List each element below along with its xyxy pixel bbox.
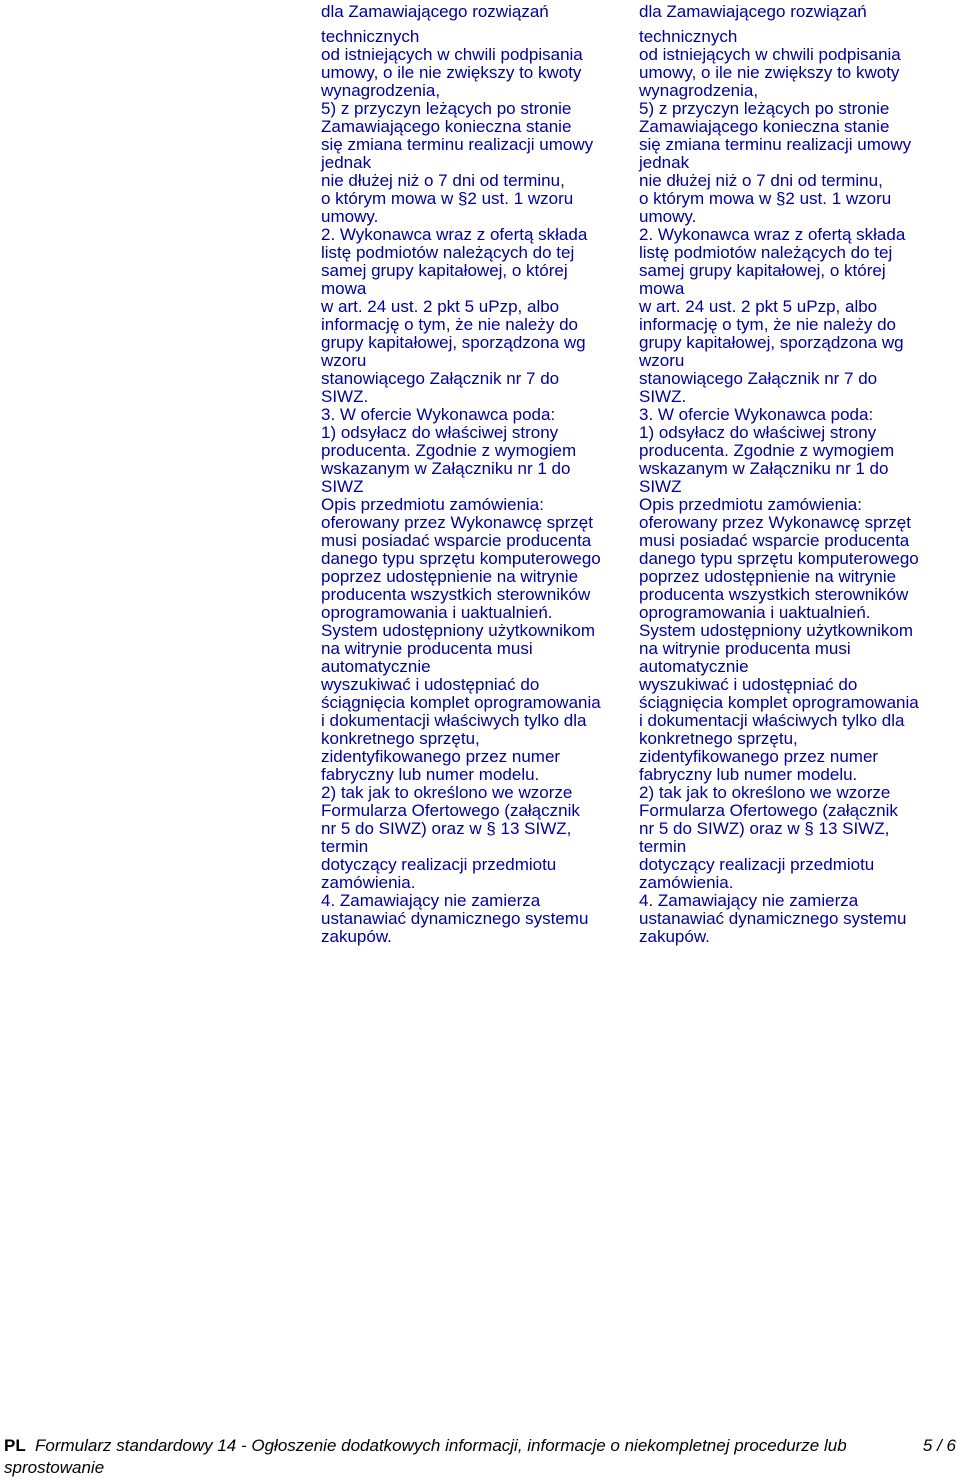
text-line: umowy. [639, 207, 697, 226]
text-line: musi posiadać wsparcie producenta [321, 531, 592, 550]
previous-text-column [321, 0, 641, 946]
text-line: o którym mowa w §2 ust. 1 wzoru [321, 189, 574, 208]
text-line: oferowany przez Wykonawcę sprzęt [639, 513, 911, 532]
text-line: nie dłużej niż o 7 dni od terminu, [639, 171, 883, 190]
text-line: nie dłużej niż o 7 dni od terminu, [321, 171, 565, 190]
text-line: jednak [639, 153, 690, 172]
text-line: wzoru [639, 351, 685, 370]
text-line: mowa [321, 279, 367, 298]
column-lines [321, 28, 641, 946]
text-line: o którym mowa w §2 ust. 1 wzoru [639, 189, 892, 208]
text-line: fabryczny lub numer modelu. [321, 765, 540, 784]
text-line: Opis przedmiotu zamówienia: [321, 495, 544, 514]
form-title-line-2: sprostowanie [4, 1458, 105, 1477]
text-line: danego typu sprzętu komputerowego [639, 549, 919, 568]
form-title-line-1: Formularz standardowy 14 - Ogłoszenie dodatkowych informacji, informacje o niekompletnej procedurze lub [35, 1436, 847, 1455]
text-line: informację o tym, że nie należy do [639, 315, 897, 334]
text-line: Formularza Ofertowego (załącznik [321, 801, 580, 820]
text-line: termin [321, 837, 369, 856]
text-line: producenta. Zgodnie z wymogiem [321, 441, 577, 460]
column-first-line: dla Zamawiającego rozwiązań [639, 2, 867, 21]
text-line: 2) tak jak to określono we wzorze [321, 783, 573, 802]
text-line: od istniejących w chwili podpisania [321, 45, 583, 64]
text-line: jednak [321, 153, 372, 172]
text-line: poprzez udostępnienie na witrynie [321, 567, 579, 586]
text-line: umowy, o ile nie zwiększy to kwoty [321, 63, 582, 82]
text-line: od istniejących w chwili podpisania [639, 45, 901, 64]
text-line: listę podmiotów należących do tej [639, 243, 893, 262]
text-line: producenta. Zgodnie z wymogiem [639, 441, 895, 460]
text-line: listę podmiotów należących do tej [321, 243, 575, 262]
text-line: umowy. [321, 207, 379, 226]
text-line: zidentyfikowanego przez numer [321, 747, 561, 766]
text-line: grupy kapitałowej, sporządzona wg [639, 333, 904, 352]
text-line: zidentyfikowanego przez numer [639, 747, 879, 766]
corrected-text-column [639, 0, 959, 946]
text-line: stanowiącego Załącznik nr 7 do [321, 369, 560, 388]
text-line: producenta wszystkich sterowników [639, 585, 909, 604]
text-line: informację o tym, że nie należy do [321, 315, 579, 334]
text-line: zakupów. [321, 927, 392, 946]
text-line: SIWZ. [639, 387, 687, 406]
text-line: 2. Wykonawca wraz z ofertą składa [639, 225, 906, 244]
text-line: zamówienia. [639, 873, 734, 892]
text-line: musi posiadać wsparcie producenta [639, 531, 910, 550]
text-line: zamówienia. [321, 873, 416, 892]
text-line: wynagrodzenia, [639, 81, 759, 100]
text-line: w art. 24 ust. 2 pkt 5 uPzp, albo [321, 297, 560, 316]
column-lines [639, 28, 959, 946]
text-line: wyszukiwać i udostępniać do [639, 675, 858, 694]
text-line: nr 5 do SIWZ) oraz w § 13 SIWZ, [639, 819, 890, 838]
text-line: ściągnięcia komplet oprogramowania [639, 693, 919, 712]
text-line: wskazanym w Załączniku nr 1 do [639, 459, 889, 478]
text-line: się zmiana terminu realizacji umowy [321, 135, 594, 154]
text-line: termin [639, 837, 687, 856]
text-line: automatycznie [321, 657, 431, 676]
text-line: wzoru [321, 351, 367, 370]
text-line: 4. Zamawiający nie zamierza [321, 891, 541, 910]
text-line: poprzez udostępnienie na witrynie [639, 567, 897, 586]
text-line: 5) z przyczyn leżących po stronie [321, 99, 572, 118]
text-line: mowa [639, 279, 685, 298]
text-line: 1) odsyłacz do właściwej strony [321, 423, 559, 442]
text-line: samej grupy kapitałowej, o której [321, 261, 568, 280]
text-line: oprogramowania i uaktualnień. [639, 603, 871, 622]
text-line: 3. W ofercie Wykonawca poda: [321, 405, 556, 424]
text-line: SIWZ. [321, 387, 369, 406]
text-line: System udostępniony użytkownikom [639, 621, 914, 640]
text-line: SIWZ [321, 477, 364, 496]
text-line: Formularza Ofertowego (załącznik [639, 801, 898, 820]
text-line: SIWZ [639, 477, 682, 496]
text-line: Zamawiającego konieczna stanie [639, 117, 890, 136]
text-line: konkretnego sprzętu, [321, 729, 480, 748]
text-line: oprogramowania i uaktualnień. [321, 603, 553, 622]
text-line: grupy kapitałowej, sporządzona wg [321, 333, 586, 352]
text-line: ściągnięcia komplet oprogramowania [321, 693, 601, 712]
language-code: PL [4, 1436, 26, 1455]
text-line: technicznych [639, 27, 738, 46]
page-number: 5 / 6 [922, 1436, 956, 1455]
column-first-line: dla Zamawiającego rozwiązań [321, 2, 549, 21]
text-line: dotyczący realizacji przedmiotu [639, 855, 875, 874]
text-line: automatycznie [639, 657, 749, 676]
text-line: i dokumentacji właściwych tylko dla [321, 711, 587, 730]
text-line: technicznych [321, 27, 420, 46]
text-line: 5) z przyczyn leżących po stronie [639, 99, 890, 118]
text-line: stanowiącego Załącznik nr 7 do [639, 369, 878, 388]
text-line: System udostępniony użytkownikom [321, 621, 596, 640]
text-line: 3. W ofercie Wykonawca poda: [639, 405, 874, 424]
text-line: konkretnego sprzętu, [639, 729, 798, 748]
text-line: ustanawiać dynamicznego systemu [321, 909, 589, 928]
text-line: Zamawiającego konieczna stanie [321, 117, 572, 136]
text-line: producenta wszystkich sterowników [321, 585, 591, 604]
text-line: 4. Zamawiający nie zamierza [639, 891, 859, 910]
text-line: się zmiana terminu realizacji umowy [639, 135, 912, 154]
text-line: wynagrodzenia, [321, 81, 441, 100]
text-line: na witrynie producenta musi [639, 639, 851, 658]
text-line: 1) odsyłacz do właściwej strony [639, 423, 877, 442]
text-line: 2) tak jak to określono we wzorze [639, 783, 891, 802]
text-line: 2. Wykonawca wraz z ofertą składa [321, 225, 588, 244]
text-line: Opis przedmiotu zamówienia: [639, 495, 862, 514]
text-line: zakupów. [639, 927, 710, 946]
text-line: wyszukiwać i udostępniać do [321, 675, 540, 694]
text-line: fabryczny lub numer modelu. [639, 765, 858, 784]
text-line: i dokumentacji właściwych tylko dla [639, 711, 905, 730]
text-line: oferowany przez Wykonawcę sprzęt [321, 513, 593, 532]
text-line: samej grupy kapitałowej, o której [639, 261, 886, 280]
text-line: ustanawiać dynamicznego systemu [639, 909, 907, 928]
text-line: umowy, o ile nie zwiększy to kwoty [639, 63, 900, 82]
text-line: nr 5 do SIWZ) oraz w § 13 SIWZ, [321, 819, 572, 838]
text-line: w art. 24 ust. 2 pkt 5 uPzp, albo [639, 297, 878, 316]
text-line: dotyczący realizacji przedmiotu [321, 855, 557, 874]
text-line: wskazanym w Załączniku nr 1 do [321, 459, 571, 478]
text-line: danego typu sprzętu komputerowego [321, 549, 601, 568]
text-line: na witrynie producenta musi [321, 639, 533, 658]
